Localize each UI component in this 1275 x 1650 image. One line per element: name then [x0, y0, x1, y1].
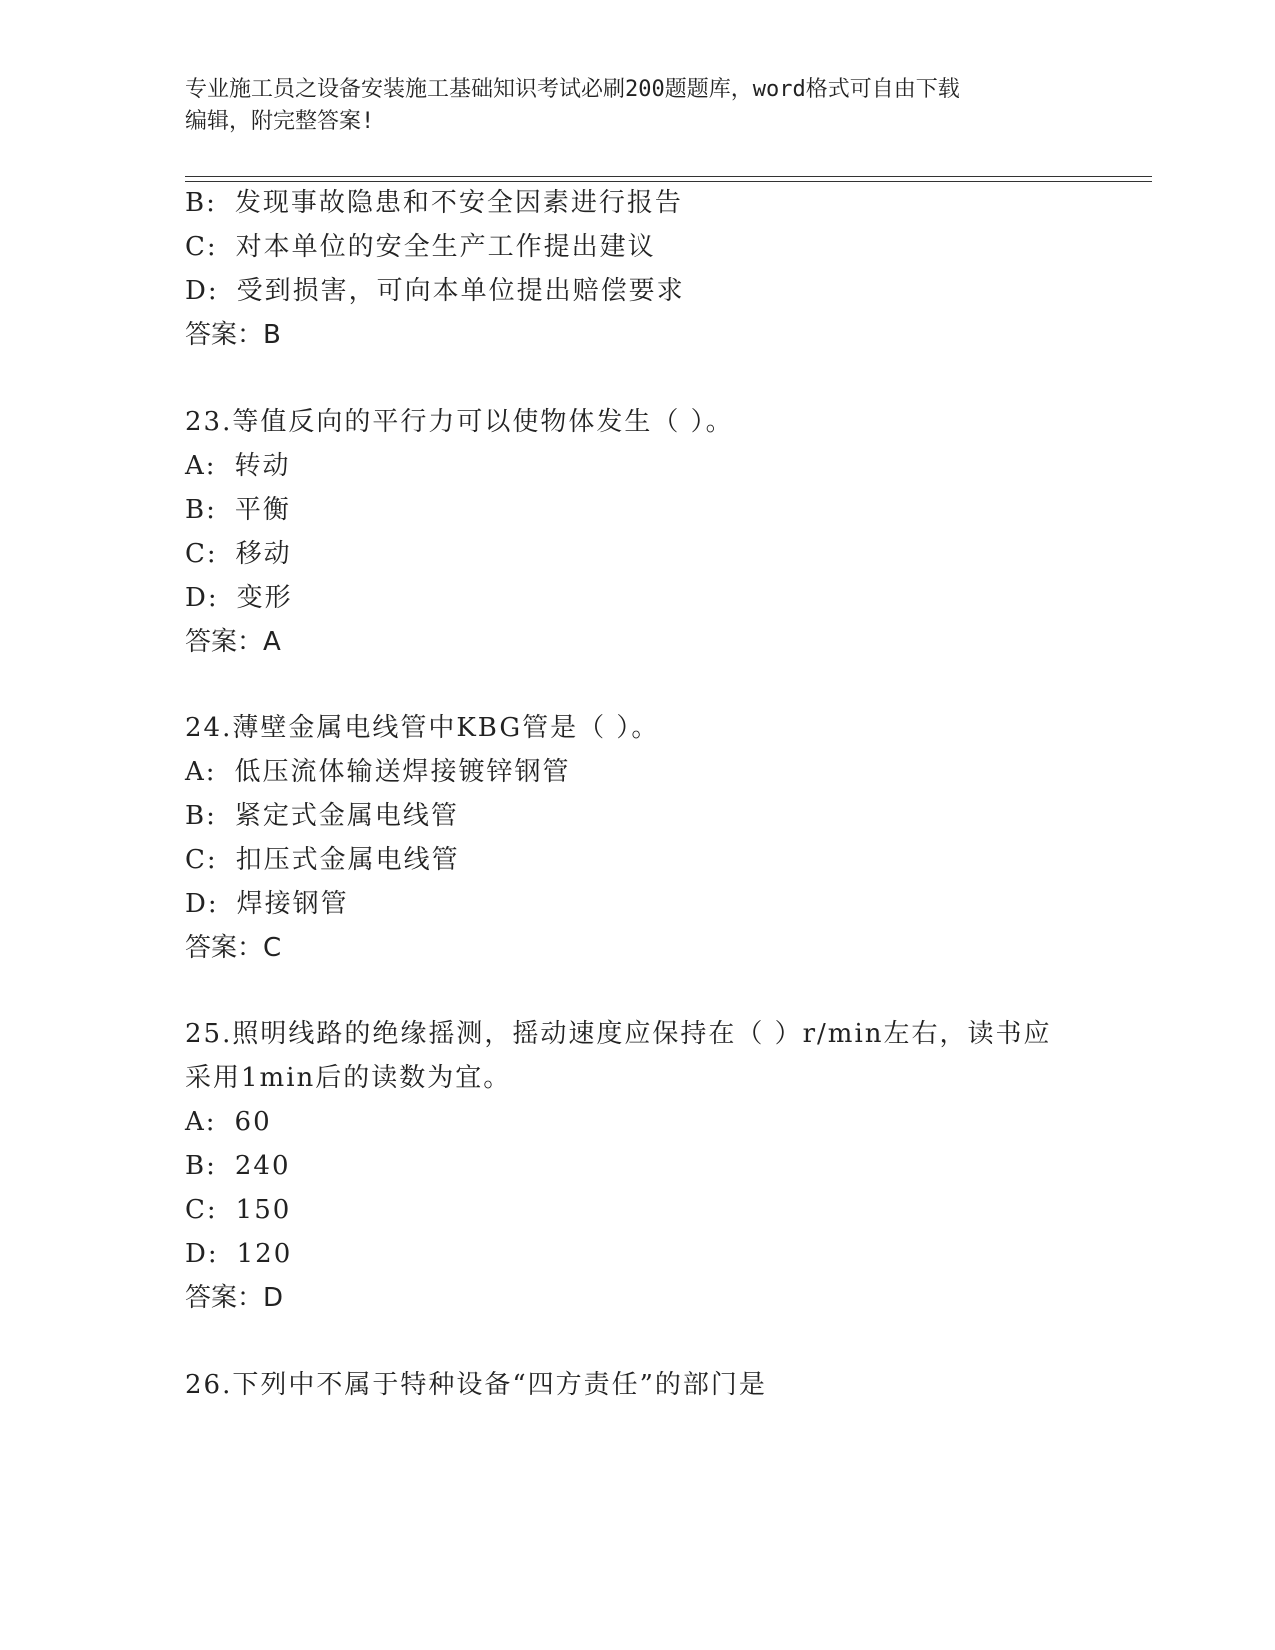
option-text: 移动 [235, 539, 292, 569]
q24-option-b [185, 800, 459, 832]
q23-option-b [185, 494, 291, 526]
q24-answer: 答案：C [185, 933, 282, 963]
q23-option-d [185, 582, 293, 614]
option-key: A: [185, 1107, 217, 1137]
option-text: 平衡 [234, 495, 291, 525]
prev-option-b [185, 187, 683, 219]
option-key: A: [185, 451, 217, 481]
q24-option-c [185, 844, 460, 876]
option-key: C: [185, 845, 218, 875]
document-header [185, 74, 1085, 138]
option-text: 150 [235, 1195, 292, 1225]
option-key: C: [185, 232, 218, 262]
option-key: D: [185, 1239, 219, 1269]
header-line-1: 专业施工员之设备安装施工基础知识考试必刷200题题库，word格式可自由下载 [185, 77, 960, 102]
q25-option-d [185, 1238, 292, 1270]
question-26-stem: 26.下列中不属于特种设备“四方责任”的部门是 [185, 1370, 767, 1400]
option-key: D: [185, 889, 219, 919]
q23-answer: 答案：A [185, 627, 281, 657]
question-24-stem: 24.薄壁金属电线管中KBG管是（ ）。 [185, 713, 660, 743]
option-key: B: [185, 801, 217, 831]
option-key: B: [185, 1151, 217, 1181]
option-key: C: [185, 539, 218, 569]
prev-answer: 答案：B [185, 320, 281, 350]
question-25-stem-line-1: 25.照明线路的绝缘摇测，摇动速度应保持在（ ）r/min左右，读书应 [185, 1019, 1052, 1049]
option-key: D: [185, 583, 219, 613]
question-23-stem: 23.等值反向的平行力可以使物体发生（ ）。 [185, 407, 734, 437]
q23-option-a [185, 450, 291, 482]
q25-option-a [185, 1106, 272, 1138]
header-divider-bottom [185, 181, 1152, 182]
option-text: 低压流体输送焊接镀锌钢管 [234, 757, 571, 787]
q24-option-d [185, 888, 349, 920]
header-divider-top [185, 176, 1152, 177]
option-text: 受到损害，可向本单位提出赔偿要求 [236, 276, 685, 306]
option-text: 转动 [234, 451, 291, 481]
option-text: 240 [234, 1151, 291, 1181]
question-25-stem-line-2: 采用1min后的读数为宜。 [185, 1063, 512, 1093]
option-text: 发现事故隐患和不安全因素进行报告 [234, 188, 683, 218]
option-text: 扣压式金属电线管 [235, 845, 460, 875]
option-text: 60 [234, 1107, 272, 1137]
prev-option-c [185, 231, 656, 263]
option-text: 紧定式金属电线管 [234, 801, 459, 831]
option-key: B: [185, 495, 217, 525]
q25-answer: 答案：D [185, 1283, 284, 1313]
option-key: B: [185, 188, 217, 218]
header-line-2: 编辑，附完整答案! [185, 109, 375, 134]
option-text: 变形 [236, 583, 293, 613]
q23-option-c [185, 538, 292, 570]
q25-option-c [185, 1194, 291, 1226]
option-key: D: [185, 276, 219, 306]
option-text: 120 [236, 1239, 293, 1269]
q24-option-a [185, 756, 571, 788]
option-key: C: [185, 1195, 218, 1225]
prev-option-d [185, 275, 685, 307]
option-key: A: [185, 757, 217, 787]
option-text: 对本单位的安全生产工作提出建议 [235, 232, 656, 262]
q25-option-b [185, 1150, 291, 1182]
option-text: 焊接钢管 [236, 889, 349, 919]
